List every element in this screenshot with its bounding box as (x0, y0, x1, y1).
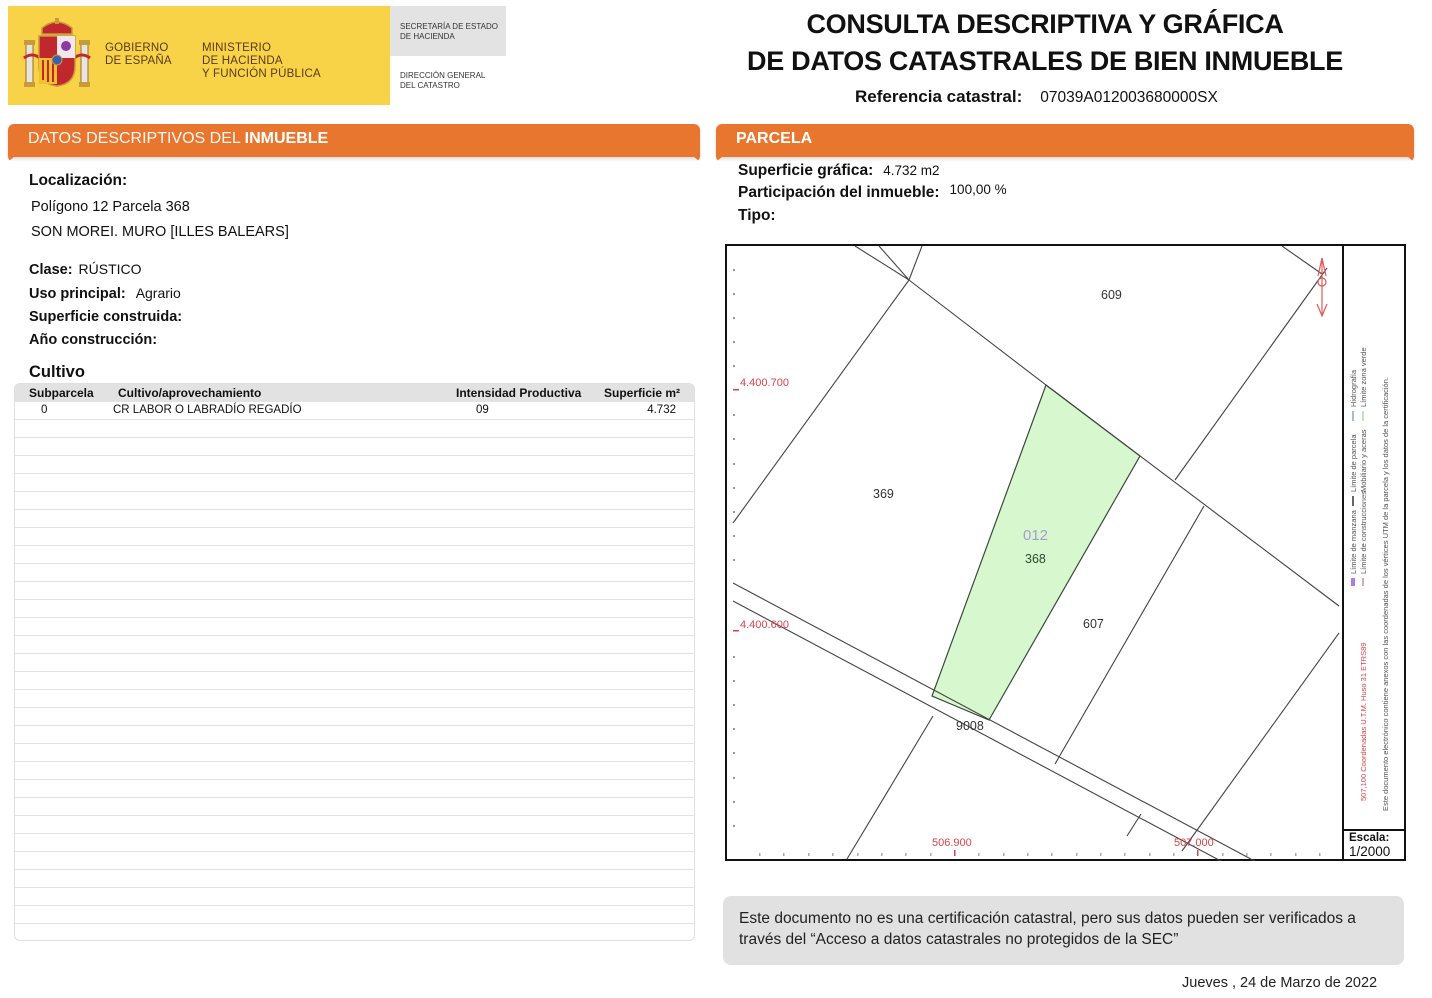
cultivo-title: Cultivo (29, 363, 85, 381)
secretaria-label (400, 22, 498, 42)
superficie-construida-label: Superficie construida: (29, 309, 183, 325)
table-row-empty (15, 582, 694, 600)
superficie-grafica-value: 4.732 m2 (883, 163, 940, 178)
legend-limite-construcciones: Límite de construcciones (1359, 491, 1368, 574)
legend-hidrografia: Hidrografía (1349, 369, 1358, 407)
table-row-empty (15, 654, 694, 672)
title-line-1: CONSULTA DESCRIPTIVA Y GRÁFICA (806, 9, 1284, 39)
gobierno-line-2: DE ESPAÑA (105, 55, 172, 67)
legend-mobiliario: Mobiliario y aceras (1359, 429, 1368, 492)
coord-x-506900: 506.900 (932, 837, 972, 849)
field-superficie-grafica (738, 162, 940, 180)
table-row-empty (15, 528, 694, 546)
bottom-ticks (759, 853, 1321, 856)
ministerio-line-2: DE HACIENDA (202, 55, 283, 67)
field-ano-construccion (29, 332, 163, 348)
legend-doc-note: Este documento electrónico contiene anexos con las coordenadas de los vértices UTM de la parcela y los datos de la certificación. (1381, 377, 1390, 811)
ref-value: 07039A012003680000SX (1040, 89, 1218, 106)
table-row-empty (15, 852, 694, 870)
label-607: 607 (1083, 617, 1104, 631)
scale-value: 1/2000 (1349, 844, 1391, 859)
table-row-empty (15, 816, 694, 834)
clase-label: Clase: (29, 262, 73, 278)
table-row-empty (15, 834, 694, 852)
localizacion-line-1: Polígono 12 Parcela 368 (31, 199, 190, 215)
col-superficie: Superficie m² (604, 386, 681, 400)
north-arrow-icon (1317, 258, 1327, 316)
table-header (15, 384, 694, 402)
table-row-empty (15, 762, 694, 780)
table-row-empty (15, 708, 694, 726)
table-row-empty (15, 744, 694, 762)
table-row-empty (15, 492, 694, 510)
table-row-empty (15, 870, 694, 888)
table-row-empty (15, 420, 694, 438)
secretaria-line-1: SECRETARÍA DE ESTADO (400, 22, 498, 31)
tipo-label: Tipo: (738, 207, 776, 224)
ref-label: Referencia catastral: (855, 87, 1023, 106)
label-012: 012 (1023, 527, 1049, 544)
direccion-line-1: DIRECCIÓN GENERAL (400, 71, 486, 80)
document-date: Jueves , 24 de Marzo de 2022 (1182, 975, 1378, 991)
localizacion-label: Localización: (29, 172, 128, 189)
table-row-empty (15, 438, 694, 456)
table-row-empty (15, 798, 694, 816)
scale-box (1342, 829, 1406, 861)
ano-construccion-label: Año construcción: (29, 332, 158, 348)
gobierno-label (105, 42, 172, 68)
coord-x-507000: 507.000 (1174, 837, 1214, 849)
table-row (15, 402, 694, 420)
col-subparcela: Subparcela (29, 386, 94, 400)
direccion-label (400, 71, 485, 91)
col-intensidad: Intensidad Productiva (456, 386, 582, 400)
coord-y-4400700: 4.400.700 (740, 377, 789, 389)
coord-y-4400600: 4.400.600 (740, 619, 789, 631)
disclaimer-notice: Este documento no es una certificación catastral, pero sus datos pueden ser verificados a través del “Acceso a datos catastrales no protegidos de la SEC” (723, 896, 1404, 965)
scale-label: Escala: (1349, 832, 1390, 844)
cell-cultivo: CR LABOR O LABRADÍO REGADÍO (113, 404, 302, 416)
cultivo-table (14, 383, 695, 941)
field-clase (29, 261, 142, 278)
clase-value: RÚSTICO (78, 261, 142, 277)
title-line-2: DE DATOS CATASTRALES DE BIEN INMUEBLE (747, 46, 1343, 76)
uso-label: Uso principal: (29, 286, 126, 302)
parcela-header-text: PARCELA (736, 130, 813, 147)
legend-limite-manzana: Límite de manzana (1349, 510, 1358, 574)
table-row-empty (15, 780, 694, 798)
field-participacion (738, 184, 1007, 202)
header-bold-text: INMUEBLE (244, 130, 329, 147)
left-ticks (733, 269, 735, 827)
legend-zona-verde: Límite zona verde (1359, 347, 1368, 407)
uso-value: Agrario (135, 285, 181, 301)
localizacion-line-2: SON MOREI. MURO [ILLES BALEARS] (31, 224, 289, 240)
ministerio-label (202, 42, 321, 81)
government-logo (8, 6, 506, 105)
coat-of-arms-icon (22, 18, 92, 90)
label-609: 609 (1101, 288, 1122, 302)
field-uso-principal (29, 285, 181, 302)
legend-limite-parcela: Límite de parcela (1349, 434, 1358, 492)
header-light-text: DATOS DESCRIPTIVOS DEL (28, 130, 245, 147)
parcel-map-canvas (727, 246, 1342, 861)
table-row-empty (15, 690, 694, 708)
field-superficie-construida (29, 309, 188, 325)
field-tipo (738, 207, 786, 225)
datos-descriptivos-header (8, 124, 700, 157)
legend-utm-note: 507,100 Coordenadas U.T.M. Huso 31 ETRS89 (1359, 642, 1368, 801)
table-row-empty (15, 618, 694, 636)
table-row-empty (15, 456, 694, 474)
label-369: 369 (873, 487, 894, 501)
table-row-empty (15, 672, 694, 690)
cell-subparcela: 0 (41, 404, 48, 416)
table-row-empty (15, 600, 694, 618)
table-row-empty (15, 474, 694, 492)
col-cultivo: Cultivo/aprovechamiento (118, 386, 262, 400)
table-row-empty (15, 906, 694, 924)
table-row-empty (15, 564, 694, 582)
cell-superficie: 4.732 (647, 404, 676, 416)
table-row-empty (15, 888, 694, 906)
cadastral-map[interactable] (725, 244, 1406, 861)
referencia-catastral (855, 87, 1218, 107)
table-row-empty (15, 726, 694, 744)
parcela-header (716, 124, 1414, 157)
superficie-grafica-label: Superficie gráfica: (738, 162, 874, 179)
page-title (740, 6, 1350, 80)
ministerio-line-1: MINISTERIO (202, 42, 272, 54)
empty-rows (15, 420, 694, 941)
gobierno-line-1: GOBIERNO (105, 42, 169, 54)
cell-intensidad: 09 (476, 404, 489, 416)
table-row-empty (15, 636, 694, 654)
participacion-label: Participación del inmueble: (738, 184, 940, 201)
table-row-empty (15, 546, 694, 564)
table-row-empty (15, 510, 694, 528)
direccion-line-2: DEL CATASTRO (400, 81, 460, 90)
participacion-value: 100,00 % (949, 182, 1007, 197)
label-368: 368 (1025, 552, 1046, 566)
map-legend (1342, 246, 1406, 829)
ministerio-line-3: Y FUNCIÓN PÚBLICA (202, 68, 321, 80)
secretaria-line-2: DE HACIENDA (400, 32, 455, 41)
label-9008: 9008 (956, 719, 984, 733)
table-row-empty (15, 924, 694, 941)
